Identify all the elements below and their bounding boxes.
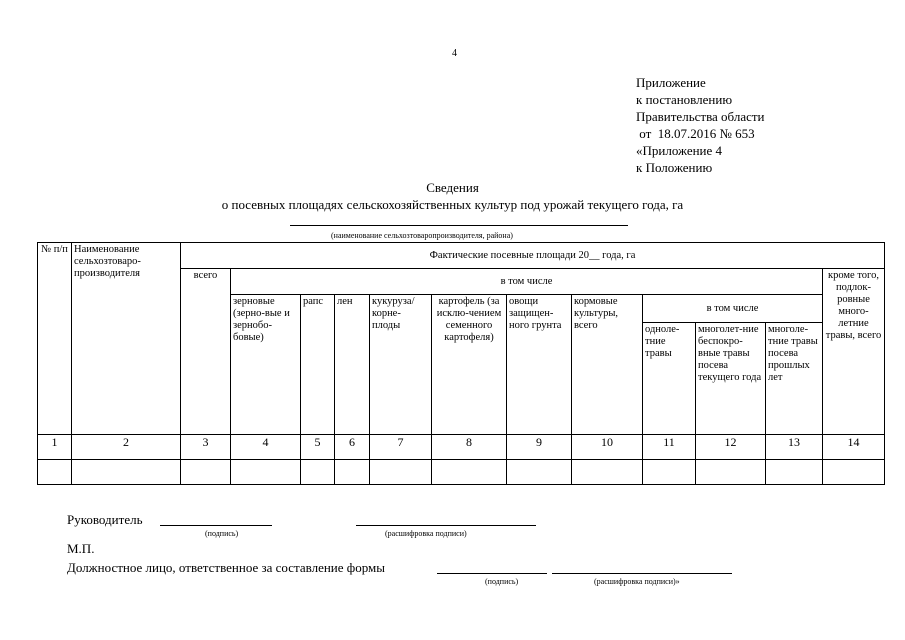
column-number-cell: 8 [432, 435, 507, 460]
table-cell [766, 460, 823, 485]
official-decoding-caption: (расшифровка подписи)» [594, 577, 680, 586]
header-flax: лен [335, 295, 370, 435]
column-number-cell: 9 [507, 435, 572, 460]
appendix-block [636, 74, 765, 176]
column-number-cell: 11 [643, 435, 696, 460]
header-potatoes: картофель (за исклю-чением семенного картофеля) [432, 295, 507, 435]
column-number-cell: 7 [370, 435, 432, 460]
table-cell [370, 460, 432, 485]
head-decoding-line [356, 525, 536, 526]
table-cell [335, 460, 370, 485]
producer-name-line [290, 225, 628, 226]
column-number-cell: 12 [696, 435, 766, 460]
official-signature-line [437, 573, 547, 574]
header-grain: зерновые (зерно-вые и зернобо-бовые) [231, 295, 301, 435]
header-perennial-current: многолет-ние беспокро-вные травы посева текущего года [696, 323, 766, 435]
head-label: Руководитель [67, 512, 143, 527]
table-cell [181, 460, 231, 485]
appendix-line: «Приложение 4 [636, 143, 723, 158]
appendix-line: Приложение [636, 75, 706, 90]
header-including: в том числе [231, 269, 823, 295]
column-number-cell: 5 [301, 435, 335, 460]
appendix-line: к Положению [636, 160, 713, 175]
header-corn-roots: кукуруза/ корне-плоды [370, 295, 432, 435]
header-actual-areas: Фактические посевные площади 20__ года, га [181, 243, 885, 269]
table-cell [38, 460, 72, 485]
head-signature-line [160, 525, 272, 526]
table-cell [231, 460, 301, 485]
header-perennial-past: многоле-тние травы посева прошлых лет [766, 323, 823, 435]
official-decoding-line [552, 573, 732, 574]
official-signature-caption: (подпись) [485, 577, 519, 586]
header-row-number: № п/п [38, 243, 72, 435]
column-number-cell: 2 [72, 435, 181, 460]
page-number: 4 [452, 48, 457, 59]
head-signature-caption: (подпись) [205, 529, 239, 538]
table-row [38, 460, 885, 485]
column-number-cell: 10 [572, 435, 643, 460]
header-rapeseed: рапс [301, 295, 335, 435]
table-cell [572, 460, 643, 485]
document-subtitle: о посевных площадях сельскохозяйственных культур под урожай текущего года, га [221, 197, 684, 212]
header-producer-name: Наименование сельхозтоваро-производителя [72, 243, 181, 435]
header-annual-grasses: одноле-тние травы [643, 323, 696, 435]
header-greenhouse-vegetables: овощи защищен-ного грунта [507, 295, 572, 435]
column-number-cell: 6 [335, 435, 370, 460]
producer-name-caption: (наименование сельхозтоваропроизводителя, района) [331, 231, 513, 240]
column-numbers-row [38, 435, 885, 460]
head-decoding-caption: (расшифровка подписи) [385, 529, 467, 538]
table-cell [823, 460, 885, 485]
header-undersown-grasses: кроме того, подлок-ровные много-летние травы, всего [823, 269, 885, 435]
document-title: Сведения [426, 180, 479, 195]
header-total: всего [181, 269, 231, 435]
column-number-cell: 14 [823, 435, 885, 460]
column-number-cell: 13 [766, 435, 823, 460]
table-cell [432, 460, 507, 485]
column-number-cell: 4 [231, 435, 301, 460]
header-forage-crops: кормовые культуры, всего [572, 295, 643, 435]
appendix-line: от 18.07.2016 № 653 [636, 126, 755, 141]
header-forage-including: в том числе [643, 295, 823, 323]
stamp-place: М.П. [67, 541, 95, 556]
sown-areas-table [37, 242, 885, 485]
appendix-line: Правительства области [636, 109, 765, 124]
table-cell [696, 460, 766, 485]
table-cell [507, 460, 572, 485]
column-number-cell: 1 [38, 435, 72, 460]
official-label: Должностное лицо, ответственное за составление формы [67, 560, 385, 575]
table-cell [643, 460, 696, 485]
appendix-line: к постановлению [636, 92, 733, 107]
table-cell [301, 460, 335, 485]
column-number-cell: 3 [181, 435, 231, 460]
table-cell [72, 460, 181, 485]
